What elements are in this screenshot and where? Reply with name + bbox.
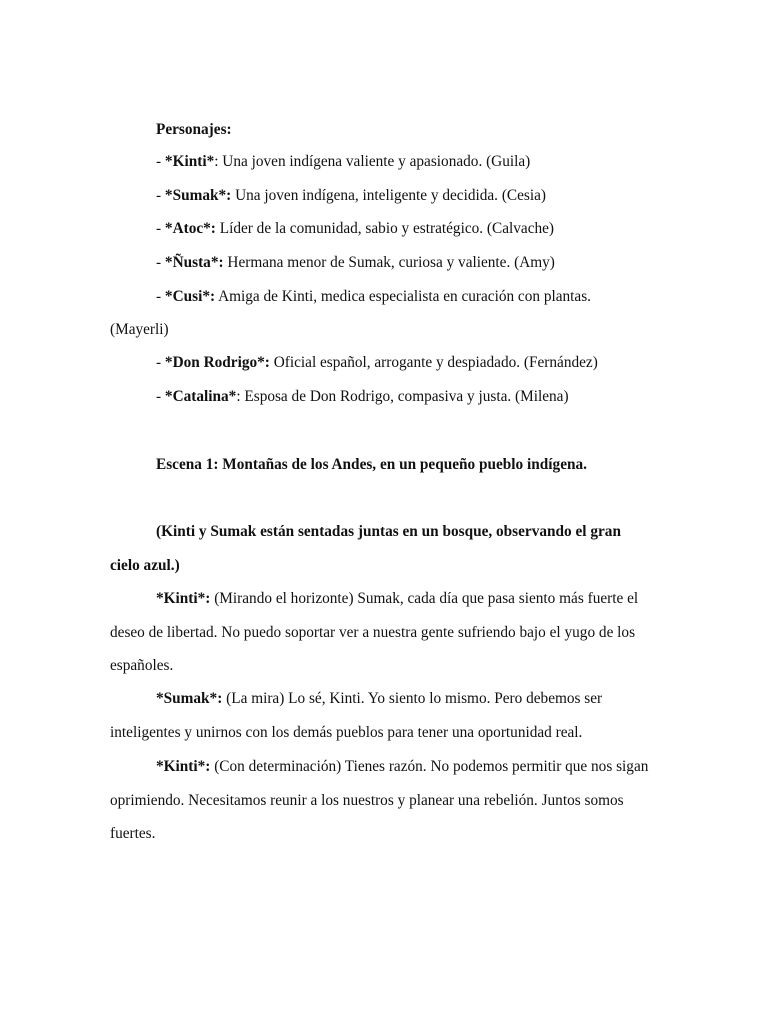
dialogue-sumak-line-1: *Sumak*: (La mira) Lo sé, Kinti. Yo siento lo mismo. Pero debemos ser [156, 690, 603, 707]
characters-heading: Personajes: [156, 121, 232, 138]
stage-direction-line-1: (Kinti y Sumak están sentadas juntas en un bosque, observando el gran [156, 523, 621, 540]
dialogue-sumak-line-2: inteligentes y unirnos con los demás pueblos para tener una oportunidad real. [110, 724, 583, 741]
character-item-cusi: - *Cusi*: Amiga de Kinti, medica especialista en curación con plantas. [156, 288, 591, 305]
character-item-cusi-continuation: (Mayerli) [110, 321, 169, 338]
character-item-don-rodrigo: - *Don Rodrigo*: Oficial español, arrogante y despiadado. (Fernández) [156, 354, 598, 371]
dialogue-kinti-1-line-1: *Kinti*: (Mirando el horizonte) Sumak, cada día que pasa siento más fuerte el [156, 590, 639, 607]
character-item-sumak: - *Sumak*: Una joven indígena, inteligente y decidida. (Cesia) [156, 187, 546, 204]
character-item-kinti: - *Kinti*: Una joven indígena valiente y apasionado. (Guila) [156, 153, 531, 170]
character-item-nusta: - *Ñusta*: Hermana menor de Sumak, curiosa y valiente. (Amy) [156, 254, 555, 271]
scene-heading: Escena 1: Montañas de los Andes, en un pequeño pueblo indígena. [156, 456, 587, 473]
dialogue-kinti-1-line-3: españoles. [110, 657, 174, 674]
character-item-atoc: - *Atoc*: Líder de la comunidad, sabio y estratégico. (Calvache) [156, 220, 555, 237]
character-item-catalina: - *Catalina*: Esposa de Don Rodrigo, compasiva y justa. (Milena) [156, 388, 569, 405]
dialogue-kinti-2-line-1: *Kinti*: (Con determinación) Tienes razón. No podemos permitir que nos sigan [156, 758, 649, 775]
stage-direction-line-2: cielo azul.) [110, 557, 180, 574]
dialogue-kinti-2-line-2: oprimiendo. Necesitamos reunir a los nuestros y planear una rebelión. Juntos somos [110, 792, 624, 809]
dialogue-kinti-1-line-2: deseo de libertad. No puedo soportar ver a nuestra gente sufriendo bajo el yugo de los [110, 624, 636, 641]
dialogue-kinti-2-line-3: fuertes. [110, 825, 156, 842]
